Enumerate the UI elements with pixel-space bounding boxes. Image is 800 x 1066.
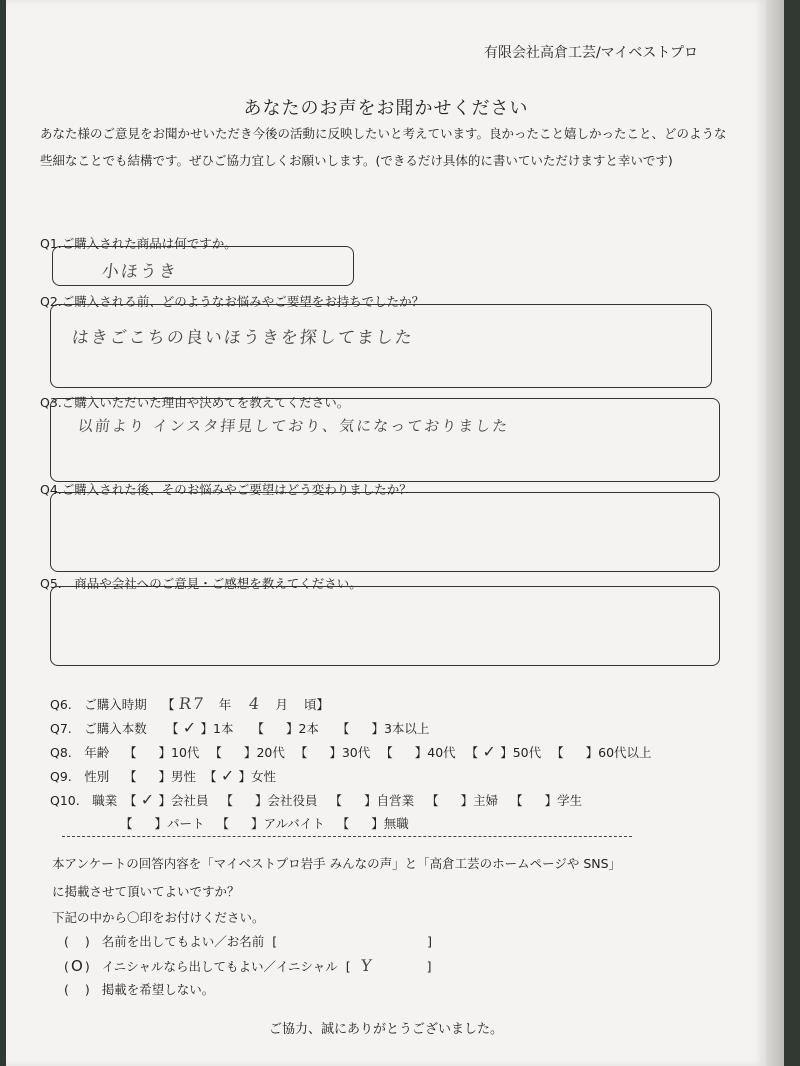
q8-option[interactable]: 【 】60代以上 [551,745,652,760]
divider-dashed [62,836,632,837]
consent-line-1: 本アンケートの回答内容を「マイベストプロ岩手 みんなの声」と「高倉工芸のホームページや SNS」 [52,856,622,871]
q6-suffix: 頃】 [303,697,329,712]
q3-label: Q3.ご購入いただいた理由や決めてを教えてください。 [40,395,350,410]
survey-title: あなたのお声をお聞かせください [243,98,529,119]
q3-answer: 以前より インスタ拝見しており、気になっておりました [77,417,511,435]
q6-year-unit: 年 [218,697,232,712]
thanks-message: ご協力、誠にありがとうございました。 [268,1022,503,1037]
q8-option[interactable]: 【 】10代 [123,745,200,760]
q2-answer: はきごこちの良いほうきを探してました [70,328,415,348]
q10-option[interactable]: 【 】会社役員 [220,793,318,808]
q1-answer: 小ほうき [100,262,179,282]
q1-label: Q1.ご購入された商品は何ですか。 [40,236,237,251]
check-mark-icon: ✓ [482,742,496,761]
intro-text: あなた様のご意見をお聞かせいただき今後の活動に反映したいと考えています。良かったこと嬉しかったこと、どのような些細なことでも結構です。ぜひご協力宜しくお願いします。(できるだけ具体的に書いていただけますと幸いです) [40,126,727,168]
q9-label: Q9. 性別 [50,769,110,784]
page-edge [766,0,784,1066]
q5-answer-box [50,586,720,666]
q7-row [50,718,429,737]
q10-label: Q10. 職業 [50,793,118,808]
q10-row-2 [120,814,409,832]
q6-bracket-open: 【 [162,697,175,712]
q8-option[interactable]: 【 ✓ 】50代 [465,742,542,761]
consent-line-3: 下記の中から〇印をお付けください。 [52,910,265,925]
q6-label: Q6. ご購入時期 [50,697,147,712]
survey-sheet [6,0,766,1066]
q6-month-unit: 月 [275,697,288,712]
q10-option[interactable]: 【 】アルバイト [216,816,325,831]
q10-option[interactable]: 【 】主婦 [426,793,499,808]
q9-row [50,766,276,785]
q7-option[interactable]: 【 】3本以上 [336,721,430,736]
q10-option[interactable]: 【 ✓ 】会社員 [123,790,209,809]
q7-label: Q7. ご購入本数 [50,721,147,736]
q10-row-1 [50,790,582,809]
q7-option[interactable]: 【 ✓ 】1本 [165,718,234,737]
q10-option[interactable]: 【 】学生 [510,793,583,808]
q7-option[interactable]: 【 】2本 [251,721,319,736]
consent-option-initial[interactable]: ( O ) イニシャルなら出してもよい／イニシャル [ Y ] [64,956,432,975]
q6-row [50,694,329,713]
q10-option[interactable]: 【 】自営業 [329,793,415,808]
q2-label: Q2.ご購入される前、どのようなお悩みやご要望をお持ちでしたか？ [40,294,425,309]
consent-line-2: に掲載させて頂いてよいですか？ [52,884,240,899]
q8-label: Q8. 年齢 [50,745,110,760]
consent-option-name[interactable]: ( ) 名前を出してもよい／お名前 [ ] [64,934,433,949]
q6-month: 4 [248,694,263,713]
q8-option[interactable]: 【 】20代 [209,745,285,760]
check-mark-icon: ✓ [140,790,155,809]
check-mark-icon: ✓ [220,766,235,785]
q1-answer-box [52,246,354,286]
q9-option[interactable]: 【 】男性 [123,769,197,784]
consent-option-decline[interactable]: ( ) 掲載を希望しない。 [64,982,215,997]
q8-option[interactable]: 【 】40代 [380,745,456,760]
q10-option[interactable]: 【 】無職 [336,816,409,831]
q9-option[interactable]: 【 ✓ 】女性 [204,766,277,785]
check-mark-icon: ✓ [182,718,197,737]
q6-year: R7 [177,694,206,713]
q3-answer-box [50,398,720,482]
q5-label: Q5. 商品や会社へのご意見・ご感想を教えてください。 [40,576,362,591]
company-name: 有限会社高倉工芸/マイベストプロ [483,45,698,61]
q8-option[interactable]: 【 】30代 [294,745,371,760]
q4-label: Q4.ご購入された後、そのお悩みやご要望はどう変わりましたか？ [40,482,412,497]
initial-field[interactable]: Y [359,956,375,975]
q4-answer-box [50,492,720,572]
q10-option[interactable]: 【 】パート [120,816,205,831]
q8-row [50,742,652,761]
consent-mark: O [70,957,83,975]
